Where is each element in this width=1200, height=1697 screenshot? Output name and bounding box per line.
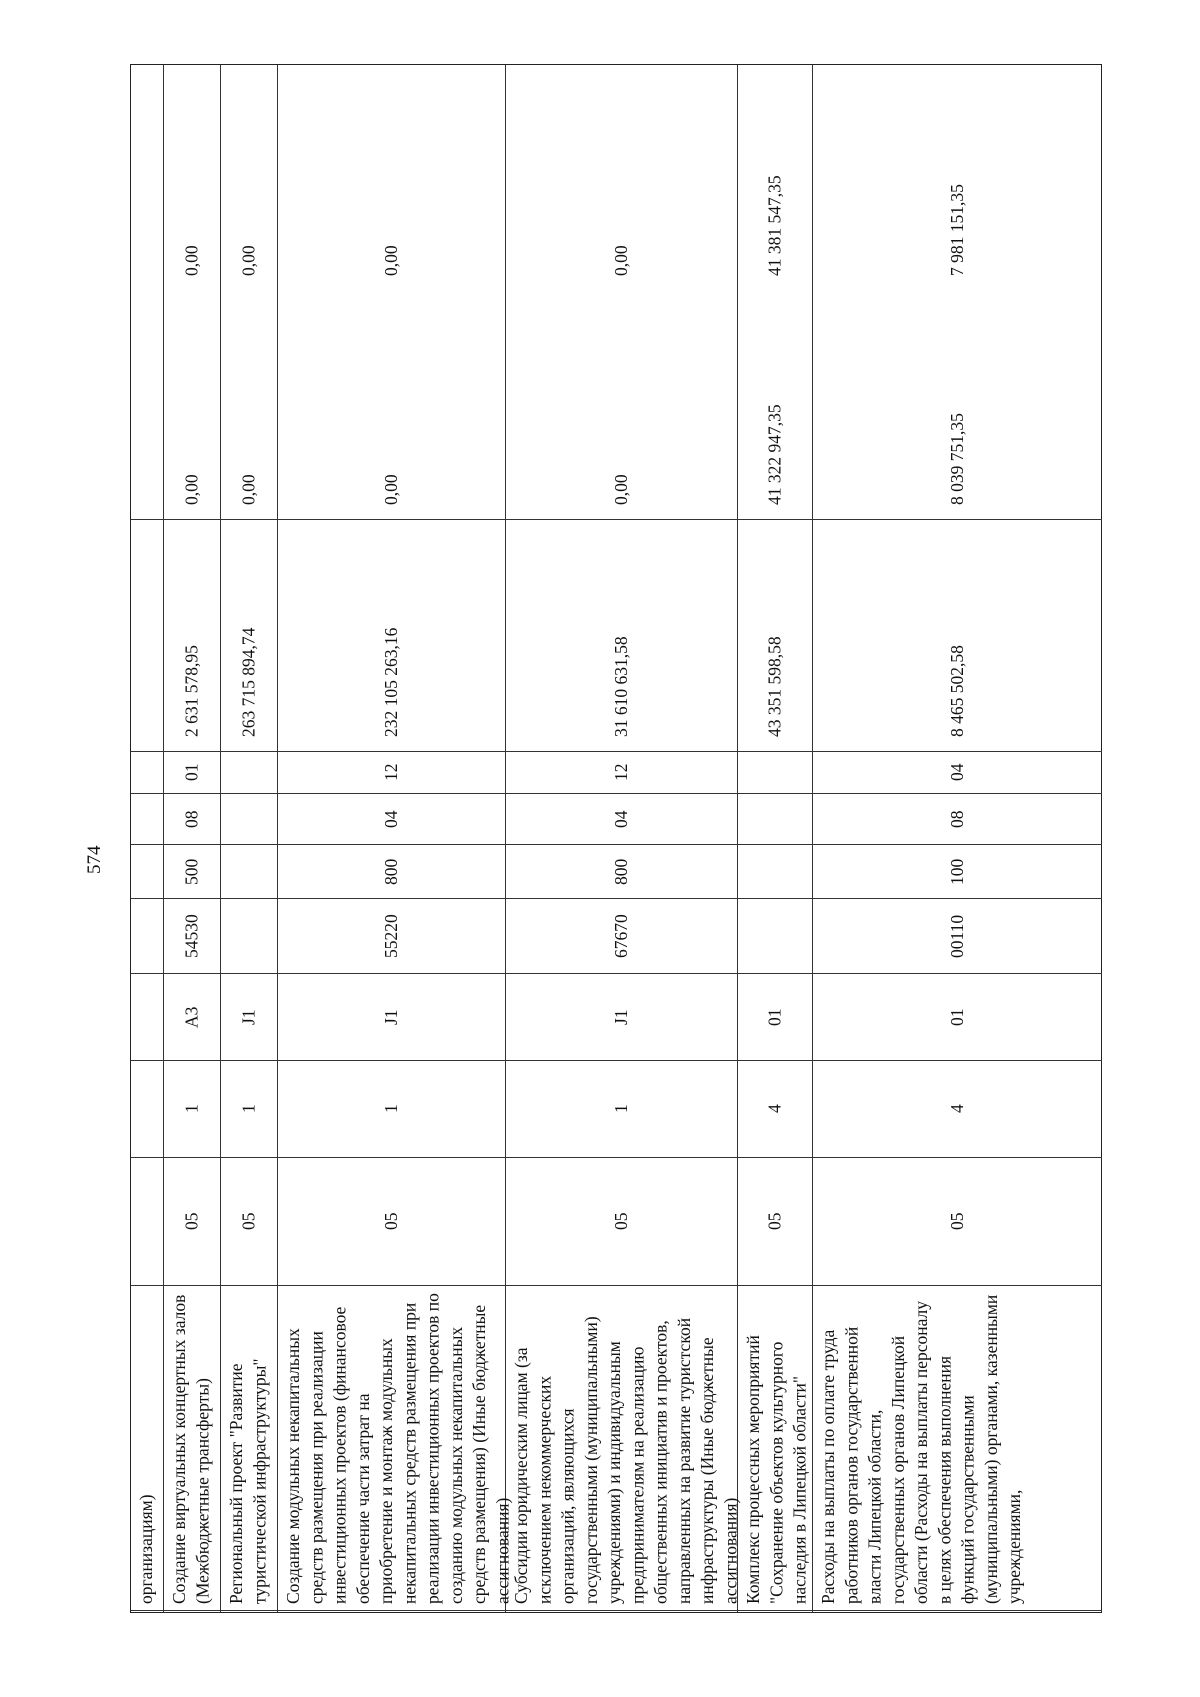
table-row bbox=[278, 65, 513, 1612]
cell-amount-2 bbox=[278, 290, 505, 520]
table-row bbox=[813, 65, 1102, 1612]
cell-value: 43 351 598,58 bbox=[764, 636, 785, 737]
cell-target: 55220 bbox=[278, 899, 505, 974]
cell-section: 05 bbox=[221, 1158, 277, 1286]
cell-amount-3 bbox=[278, 62, 505, 290]
cell-name: Создание модульных некапитальных средств размещения при реализации инвестиционных проектов (финансовое обеспечение части затрат на приобретение и монтаж модульных некапитальных средств размещения при реализации инвестиционных проектов по созданию модульных некапитальных средств размещения) (Иные бюджетные ассигнования) bbox=[278, 1286, 505, 1611]
cell-section: 05 bbox=[506, 1158, 737, 1286]
cell-name: Создание виртуальных концертных залов (Межбюджетные трансферты) bbox=[164, 1286, 220, 1611]
cell-value: 0,00 bbox=[181, 245, 202, 276]
cell-value: 8 465 502,58 bbox=[946, 645, 967, 737]
cell-section-2: 08 bbox=[164, 794, 220, 845]
cell-amount-3 bbox=[221, 62, 277, 290]
cell-target bbox=[738, 899, 812, 974]
cell-subsection bbox=[738, 752, 812, 794]
cell-subprogram: J1 bbox=[278, 974, 505, 1061]
cell-name: Комплекс процессных мероприятий "Сохранение объектов культурного наследия в Липецкой области" bbox=[738, 1286, 812, 1611]
cell-amount-3 bbox=[506, 62, 737, 290]
table-row bbox=[738, 65, 813, 1612]
cell-amount-1 bbox=[738, 520, 812, 752]
cell-amount-1 bbox=[813, 520, 1102, 752]
cell-amount-1 bbox=[506, 520, 737, 752]
cell-subsection: 01 bbox=[164, 752, 220, 794]
cell-name: Субсидии юридическим лицам (за исключением некоммерческих организаций, являющихся государственными (муниципальными) учреждениями) и индивидуальным предпринимателям на реализацию общественных инициатив и проектов, направленных на развитие туристской инфраструктуры (Иные бюджетные ассигнования) bbox=[506, 1286, 737, 1611]
table-row bbox=[221, 65, 278, 1612]
cell-value: 0,00 bbox=[610, 474, 631, 505]
cell-target: 00110 bbox=[813, 899, 1102, 974]
cell-section: 05 bbox=[164, 1158, 220, 1286]
cell-section: 05 bbox=[738, 1158, 812, 1286]
cell-value: 0,00 bbox=[380, 474, 401, 505]
cell-value: 2 631 578,95 bbox=[181, 645, 202, 737]
cell-value: 41 381 547,35 bbox=[764, 175, 785, 276]
cell-value: 0,00 bbox=[610, 245, 631, 276]
cell-amount-2 bbox=[813, 290, 1102, 520]
cell-expense-type: 800 bbox=[506, 845, 737, 899]
cell-amount-3 bbox=[131, 62, 163, 290]
cell-name: Расходы на выплаты по оплате труда работников органов государственной власти Липецкой области, государственных органов Липецкой области (Расходы на выплаты персоналу в целях обеспечения выполнения функций государственными (муниципальными) органами, казенными учреждениями, bbox=[813, 1286, 1102, 1611]
cell-amount-2 bbox=[738, 290, 812, 520]
cell-amount-1 bbox=[278, 520, 505, 752]
cell-section-2 bbox=[131, 794, 163, 845]
cell-value: 0,00 bbox=[238, 245, 259, 276]
cell-subsection bbox=[221, 752, 277, 794]
cell-section-2: 04 bbox=[506, 794, 737, 845]
cell-amount-3 bbox=[813, 62, 1102, 290]
cell-expense-type bbox=[131, 845, 163, 899]
cell-section-2 bbox=[738, 794, 812, 845]
cell-value: 0,00 bbox=[380, 245, 401, 276]
cell-subprogram bbox=[131, 974, 163, 1061]
cell-value: 0,00 bbox=[238, 474, 259, 505]
cell-amount-3 bbox=[738, 62, 812, 290]
cell-section-2 bbox=[221, 794, 277, 845]
cell-subsection: 04 bbox=[813, 752, 1102, 794]
cell-value: 263 715 894,74 bbox=[238, 627, 259, 737]
cell-value: 7 981 151,35 bbox=[946, 184, 967, 276]
cell-program bbox=[131, 1061, 163, 1158]
cell-target bbox=[131, 899, 163, 974]
cell-section: 05 bbox=[278, 1158, 505, 1286]
cell-target: 54530 bbox=[164, 899, 220, 974]
table-row bbox=[164, 65, 221, 1612]
table-row bbox=[131, 65, 164, 1612]
cell-amount-2 bbox=[506, 290, 737, 520]
cell-value: 232 105 263,16 bbox=[380, 627, 401, 737]
cell-subsection: 12 bbox=[506, 752, 737, 794]
cell-amount-1 bbox=[131, 520, 163, 752]
cell-subprogram: А3 bbox=[164, 974, 220, 1061]
budget-table bbox=[130, 64, 1102, 1613]
cell-subprogram: J1 bbox=[221, 974, 277, 1061]
cell-name: Региональный проект "Развитие туристической инфраструктуры" bbox=[221, 1286, 277, 1611]
cell-subprogram: 01 bbox=[738, 974, 812, 1061]
cell-subsection: 12 bbox=[278, 752, 505, 794]
cell-program: 1 bbox=[221, 1061, 277, 1158]
cell-amount-1 bbox=[221, 520, 277, 752]
cell-value: 8 039 751,35 bbox=[946, 413, 967, 505]
cell-program: 1 bbox=[506, 1061, 737, 1158]
cell-section-2: 04 bbox=[278, 794, 505, 845]
page-number: 574 bbox=[84, 845, 105, 875]
table-row bbox=[506, 65, 741, 1612]
cell-subprogram: 01 bbox=[813, 974, 1102, 1061]
cell-name: организациям) bbox=[131, 1286, 163, 1611]
cell-amount-3 bbox=[164, 62, 220, 290]
cell-value: 31 610 631,58 bbox=[610, 636, 631, 737]
cell-section-2: 08 bbox=[813, 794, 1102, 845]
cell-subsection bbox=[131, 752, 163, 794]
cell-amount-2 bbox=[164, 290, 220, 520]
cell-amount-1 bbox=[164, 520, 220, 752]
cell-expense-type bbox=[221, 845, 277, 899]
cell-subprogram: J1 bbox=[506, 974, 737, 1061]
cell-value: 41 322 947,35 bbox=[764, 404, 785, 505]
cell-program: 4 bbox=[813, 1061, 1102, 1158]
cell-amount-2 bbox=[131, 290, 163, 520]
cell-expense-type: 800 bbox=[278, 845, 505, 899]
cell-expense-type: 500 bbox=[164, 845, 220, 899]
cell-expense-type bbox=[738, 845, 812, 899]
cell-section bbox=[131, 1158, 163, 1286]
cell-amount-2 bbox=[221, 290, 277, 520]
cell-program: 1 bbox=[164, 1061, 220, 1158]
cell-program: 4 bbox=[738, 1061, 812, 1158]
cell-value: 0,00 bbox=[181, 474, 202, 505]
cell-target bbox=[221, 899, 277, 974]
cell-target: 67670 bbox=[506, 899, 737, 974]
cell-section: 05 bbox=[813, 1158, 1102, 1286]
cell-expense-type: 100 bbox=[813, 845, 1102, 899]
cell-program: 1 bbox=[278, 1061, 505, 1158]
